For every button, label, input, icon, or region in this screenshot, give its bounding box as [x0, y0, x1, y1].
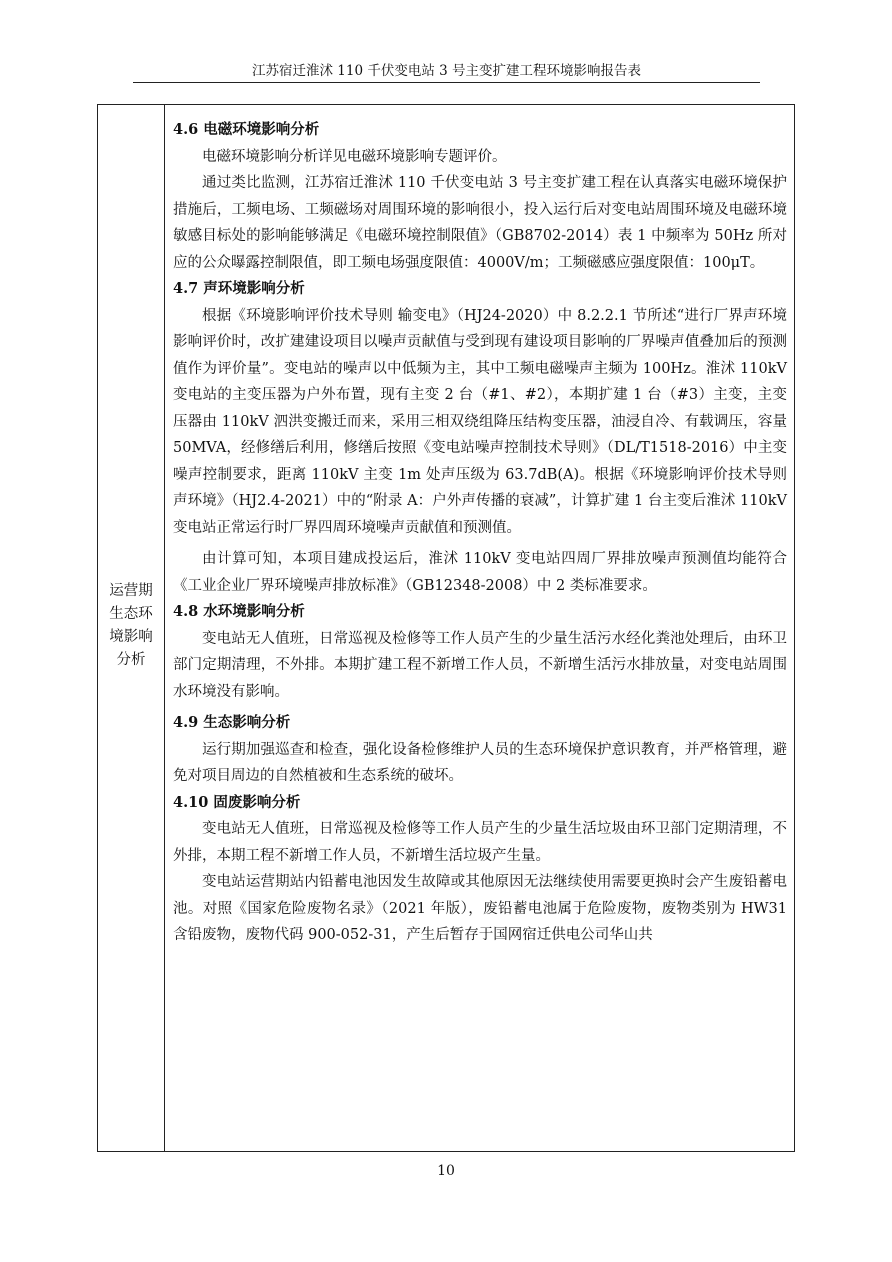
- page-header-title: 江苏宿迁淮沭 110 千伏变电站 3 号主变扩建工程环境影响报告表: [251, 63, 642, 79]
- paragraph: 由计算可知，本项目建成投运后，淮沭 110kV 变电站四周厂界排放噪声预测值均能符合《工业企业厂界环境噪声排放标准》（GB12348-2008）中 2 类标准要求。: [173, 551, 787, 594]
- section-title-4-9: 4.9 生态影响分析: [173, 714, 291, 731]
- paragraph: 变电站无人值班，日常巡视及检修等工作人员产生的少量生活垃圾由环卫部门定期清理，不外排，本期工程不新增工作人员，不新增生活垃圾产生量。: [173, 821, 787, 864]
- section-title-4-6: 4.6 电磁环境影响分析: [173, 121, 320, 138]
- report-table: [97, 104, 795, 1152]
- content-cell: [173, 117, 787, 949]
- side-label: 运营期 生态环 境影响 分析: [109, 583, 153, 668]
- section-title-4-8: 4.8 水环境影响分析: [173, 603, 305, 620]
- page-number: 10: [437, 1163, 455, 1179]
- paragraph: 电磁环境影响分析详见电磁环境影响专题评价。: [202, 148, 507, 165]
- paragraph: 运行期加强巡查和检查，强化设备检修维护人员的生态环境保护意识教育，并严格管理，避免对项目周边的自然植被和生态系统的破坏。: [173, 741, 787, 784]
- section-title-4-10: 4.10 固废影响分析: [173, 793, 301, 811]
- paragraph: 变电站运营期站内铅蓄电池因发生故障或其他原因无法继续使用需要更换时会产生废铅蓄电池。对照《国家危险废物名录》（2021 年版），废铅蓄电池属于危险废物，废物类别为 HW31 含铅废物，废物代码 900-052-31，产生后暂存于国网宿迁供电公司华山共: [173, 874, 787, 943]
- paragraph: 通过类比监测，江苏宿迁淮沭 110 千伏变电站 3 号主变扩建工程在认真落实电磁环境保护措施后，工频电场、工频磁场对周围环境的影响很小，投入运行后对变电站周围环境及电磁环境敏感目标处的影响能够满足《电磁环境控制限值》（GB8702-2014）表 1 中频率为 50Hz 所对应的公众曝露控制限值，即工频电场强度限值：4000V/m；工频磁感应强度限值：100μT。: [173, 175, 787, 271]
- header-rule: [133, 82, 760, 83]
- side-column: [98, 105, 165, 1151]
- paragraph: 根据《环境影响评价技术导则 输变电》（HJ24-2020）中 8.2.2.1 节所述“进行厂界声环境影响评价时，改扩建建设项目以噪声贡献值与受到现有建设项目影响的厂界噪声值叠加后的预测值作为评价量”。变电站的噪声以中低频为主，其中工频电磁噪声主频为 100Hz。淮沭 110kV 变电站的主变压器为户外布置，现有主变 2 台（#1、#2），本期扩建 1 台（#3）主变，主变压器由 110kV 泗洪变搬迁而来，采用三相双绕组降压结构变压器，油浸自冷、有载调压，容量 50MVA，经修缮后利用，修缮后按照《变电站噪声控制技术导则》（DL/T1518-2016）中主变噪声控制要求，距离 110kV 主变 1m 处声压级为 63.7dB(A)。根据《环境影响评价技术导则 声环境》（HJ2.4-2021）中的“附录 A：户外声传播的衰减”，计算扩建 1 台主变后淮沭 110kV 变电站正常运行时厂界四周环境噪声贡献值和预测值。: [173, 307, 787, 536]
- paragraph: 变电站无人值班，日常巡视及检修等工作人员产生的少量生活污水经化粪池处理后，由环卫部门定期清理，不外排。本期扩建工程不新增工作人员，不新增生活污水排放量，对变电站周围水环境没有影响。: [173, 630, 787, 700]
- section-title-4-7: 4.7 声环境影响分析: [173, 280, 305, 297]
